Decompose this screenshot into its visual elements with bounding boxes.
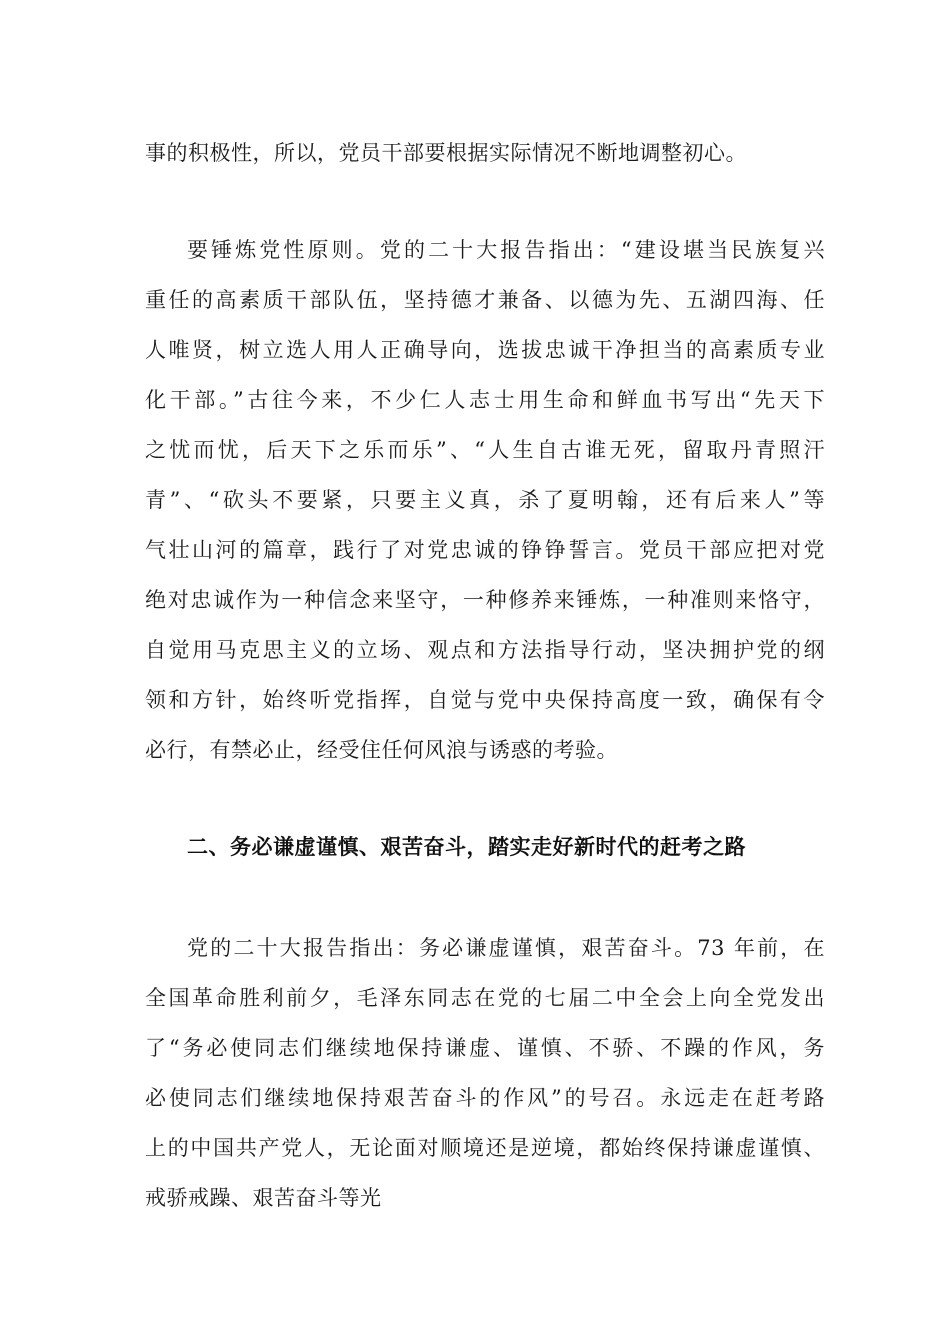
paragraph-2-line-5: 之忧而忧，后天下之乐而乐”、“人生自古谁无死，留取丹青照汗 xyxy=(145,438,825,462)
paragraph-2-line-2: 重任的高素质干部队伍，坚持德才兼备、以德为先、五湖四海、任 xyxy=(145,288,825,312)
paragraph-2-line-1: 要锤炼党性原则。党的二十大报告指出：“建设堪当民族复兴 xyxy=(187,238,825,262)
paragraph-2-line-6: 青”、“砍头不要紧，只要主义真，杀了夏明翰，还有后来人”等 xyxy=(145,488,825,512)
paragraph-3-line-1: 党的二十大报告指出：务必谦虚谨慎，艰苦奋斗。73 年前，在 xyxy=(187,936,825,960)
paragraph-3-line-4: 必使同志们继续地保持艰苦奋斗的作风”的号召。永远走在赶考路 xyxy=(145,1086,825,1110)
paragraph-2-line-11: 必行，有禁必止，经受住任何风浪与诱惑的考验。 xyxy=(145,738,618,762)
paragraph-2-line-10: 领和方针，始终听党指挥，自觉与党中央保持高度一致，确保有令 xyxy=(145,688,825,712)
paragraph-3-line-3: 了“务必使同志们继续地保持谦虚、谨慎、不骄、不躁的作风，务 xyxy=(145,1036,825,1060)
paragraph-2-line-3: 人唯贤，树立选人用人正确导向，选拔忠诚干净担当的高素质专业 xyxy=(145,338,825,362)
paragraph-2-line-8: 绝对忠诚作为一种信念来坚守，一种修养来锤炼，一种准则来恪守， xyxy=(145,588,825,612)
paragraph-2-line-7: 气壮山河的篇章，践行了对党忠诚的铮铮誓言。党员干部应把对党 xyxy=(145,538,825,562)
paragraph-3-line-6: 戒骄戒躁、艰苦奋斗等光 xyxy=(145,1186,382,1210)
section-heading-2: 二、务必谦虚谨慎、艰苦奋斗，踏实走好新时代的赶考之路 xyxy=(187,835,746,859)
paragraph-2-line-9: 自觉用马克思主义的立场、观点和方法指导行动，坚决拥护党的纲 xyxy=(145,638,825,662)
paragraph-2-line-4: 化干部。”古往今来，不少仁人志士用生命和鲜血书写出“先天下 xyxy=(145,388,825,412)
paragraph-1-line-1: 事的积极性，所以，党员干部要根据实际情况不断地调整初心。 xyxy=(145,141,747,165)
paragraph-3-line-5: 上的中国共产党人，无论面对顺境还是逆境，都始终保持谦虚谨慎、 xyxy=(145,1136,825,1160)
paragraph-3-line-2: 全国革命胜利前夕，毛泽东同志在党的七届二中全会上向全党发出 xyxy=(145,986,825,1010)
